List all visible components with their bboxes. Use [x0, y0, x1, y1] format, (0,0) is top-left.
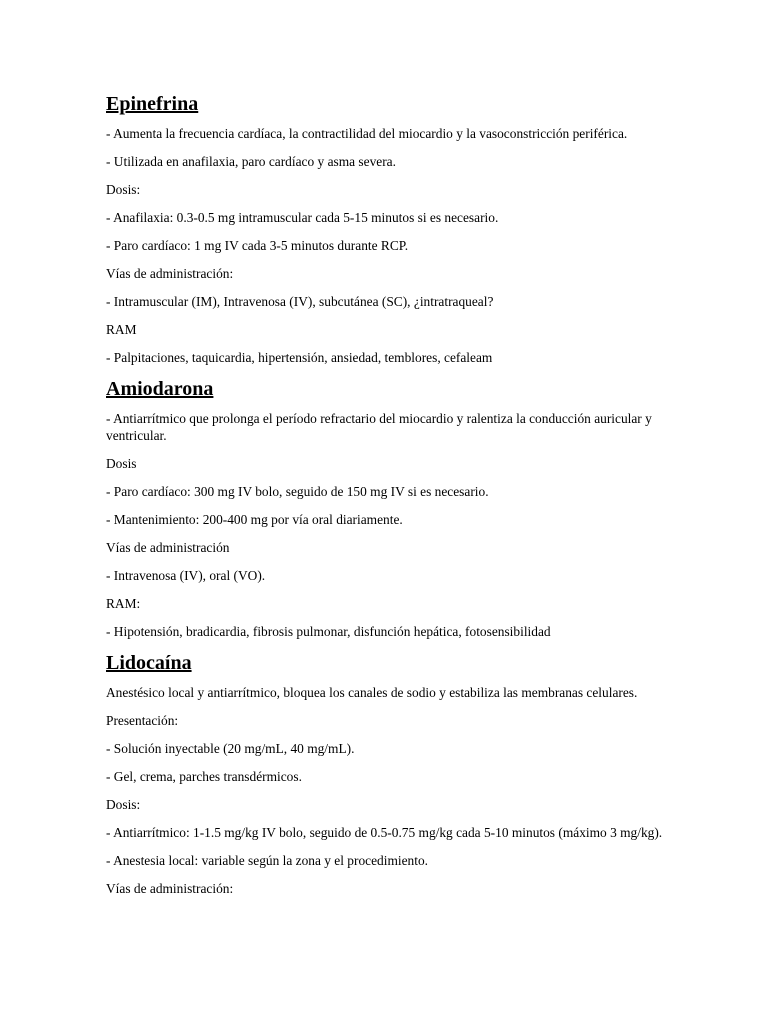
text-line: Vías de administración:: [106, 881, 234, 896]
text-line: - Palpitaciones, taquicardia, hipertensión, ansiedad, temblores, cefaleam: [106, 350, 493, 365]
text-line: - Antiarrítmico: 1-1.5 mg/kg IV bolo, seguido de 0.5-0.75 mg/kg cada 5-10 minutos (máximo 3 mg/kg).: [106, 825, 663, 840]
document-page: [106, 92, 666, 908]
text-line: RAM: [106, 322, 137, 337]
text-line: - Antiarrítmico que prolonga el período refractario del miocardio y ralentiza la conducción auricular y ventricular.: [106, 411, 652, 443]
text-line: - Paro cardíaco: 300 mg IV bolo, seguido de 150 mg IV si es necesario.: [106, 484, 489, 499]
text-line: RAM:: [106, 596, 141, 611]
text-line: Vías de administración: [106, 540, 230, 555]
text-line: - Solución inyectable (20 mg/mL, 40 mg/mL).: [106, 741, 355, 756]
text-line: - Anafilaxia: 0.3-0.5 mg intramuscular cada 5-15 minutos si es necesario.: [106, 210, 499, 225]
text-line: Anestésico local y antiarrítmico, bloquea los canales de sodio y estabiliza las membranas celulares.: [106, 685, 638, 700]
text-line: Vías de administración:: [106, 266, 234, 281]
text-line: - Intramuscular (IM), Intravenosa (IV), subcutánea (SC), ¿intratraqueal?: [106, 294, 494, 309]
section-epinefrina: [106, 92, 666, 366]
text-line: - Anestesia local: variable según la zona y el procedimiento.: [106, 853, 429, 868]
text-line: - Utilizada en anafilaxia, paro cardíaco y asma severa.: [106, 154, 396, 169]
text-line: - Aumenta la frecuencia cardíaca, la contractilidad del miocardio y la vasoconstricción periférica.: [106, 126, 628, 141]
section-amiodarona: [106, 377, 666, 640]
text-line: Dosis:: [106, 182, 141, 197]
section-lidocaina: [106, 651, 666, 897]
drug-title: Amiodarona: [106, 378, 214, 400]
text-line: Dosis:: [106, 797, 141, 812]
text-line: - Intravenosa (IV), oral (VO).: [106, 568, 266, 583]
text-line: - Gel, crema, parches transdérmicos.: [106, 769, 302, 784]
text-line: Dosis: [106, 456, 137, 471]
text-line: Presentación:: [106, 713, 179, 728]
drug-title: Epinefrina: [106, 93, 199, 115]
text-line: - Paro cardíaco: 1 mg IV cada 3-5 minutos durante RCP.: [106, 238, 409, 253]
drug-title: Lidocaína: [106, 652, 192, 674]
text-line: - Mantenimiento: 200-400 mg por vía oral diariamente.: [106, 512, 403, 527]
text-line: - Hipotensión, bradicardia, fibrosis pulmonar, disfunción hepática, fotosensibilidad: [106, 624, 551, 639]
